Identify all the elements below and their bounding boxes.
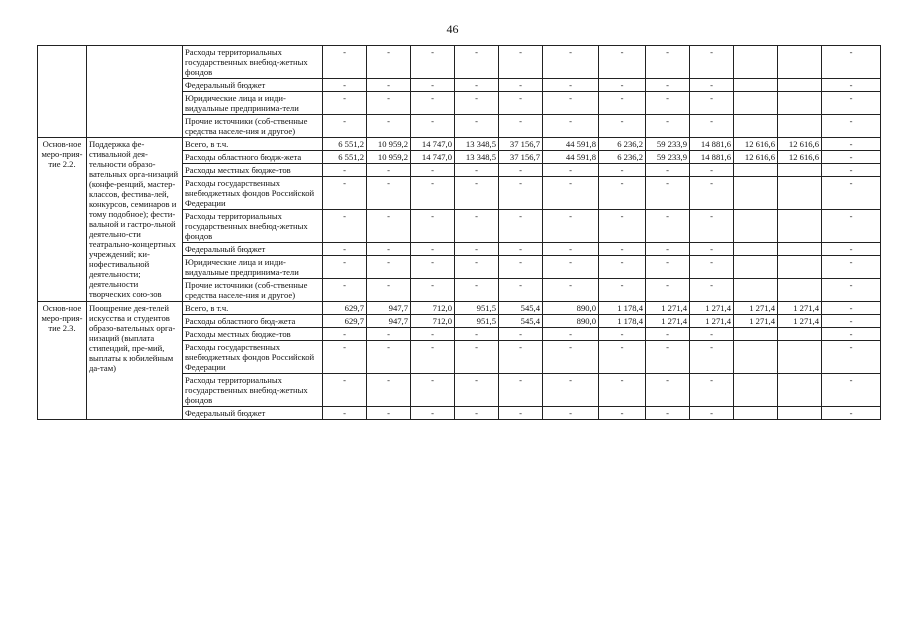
table-cell: 6 551,2 <box>323 138 367 151</box>
table-cell: Расходы территориальных государственных внебюд-жетных фондов <box>183 46 323 79</box>
table-cell: - <box>646 177 690 210</box>
table-cell: 14 747,0 <box>411 151 455 164</box>
table-cell: - <box>411 328 455 341</box>
table-cell: - <box>646 115 690 138</box>
table-cell <box>734 256 778 279</box>
table-cell: 6 551,2 <box>323 151 367 164</box>
table-cell: - <box>690 341 734 374</box>
table-cell: - <box>599 92 646 115</box>
table-cell: 37 156,7 <box>499 151 543 164</box>
table-cell: - <box>822 151 881 164</box>
table-cell: - <box>323 279 367 302</box>
table-cell: - <box>599 279 646 302</box>
table-cell: - <box>822 328 881 341</box>
table-cell: - <box>455 374 499 407</box>
table-cell: - <box>599 46 646 79</box>
table-cell: - <box>455 407 499 420</box>
table-cell: - <box>367 279 411 302</box>
table-cell: - <box>822 46 881 79</box>
table-cell: - <box>543 279 599 302</box>
table-cell: - <box>323 115 367 138</box>
table-cell: - <box>822 256 881 279</box>
table-cell: - <box>822 374 881 407</box>
table-cell: 1 271,4 <box>778 315 822 328</box>
table-row <box>38 302 881 315</box>
table-cell <box>734 328 778 341</box>
budget-table <box>37 45 881 420</box>
table-cell: - <box>690 164 734 177</box>
table-body <box>38 46 881 420</box>
table-cell: Основ-ное меро-прия-тие 2.3. <box>38 302 87 420</box>
table-cell: 947,7 <box>367 302 411 315</box>
table-cell: 1 178,4 <box>599 315 646 328</box>
table-cell: - <box>323 92 367 115</box>
table-cell: - <box>690 92 734 115</box>
table-cell: - <box>822 138 881 151</box>
table-cell: - <box>411 210 455 243</box>
table-cell <box>734 374 778 407</box>
table-cell: - <box>367 46 411 79</box>
table-cell: 1 271,4 <box>646 315 690 328</box>
table-cell: - <box>822 164 881 177</box>
table-cell: 1 271,4 <box>690 315 734 328</box>
table-cell: - <box>455 177 499 210</box>
table-cell: 12 616,6 <box>734 138 778 151</box>
table-cell: 59 233,9 <box>646 151 690 164</box>
table-cell: 1 271,4 <box>646 302 690 315</box>
table-cell: - <box>499 341 543 374</box>
table-cell: - <box>543 256 599 279</box>
table-cell: 1 271,4 <box>734 315 778 328</box>
table-cell: - <box>367 374 411 407</box>
table-cell: 12 616,6 <box>778 151 822 164</box>
table-cell <box>734 164 778 177</box>
table-cell: - <box>455 164 499 177</box>
table-cell: 1 271,4 <box>778 302 822 315</box>
table-cell: Федеральный бюджет <box>183 243 323 256</box>
table-cell: - <box>499 256 543 279</box>
table-cell: - <box>822 210 881 243</box>
table-cell <box>734 341 778 374</box>
table-cell: - <box>646 374 690 407</box>
table-cell: - <box>690 374 734 407</box>
table-cell: - <box>411 92 455 115</box>
table-cell: 951,5 <box>455 315 499 328</box>
table-cell: - <box>646 279 690 302</box>
table-cell: 712,0 <box>411 302 455 315</box>
table-cell: - <box>646 79 690 92</box>
table-row <box>38 46 881 79</box>
table-cell <box>734 279 778 302</box>
table-cell <box>778 92 822 115</box>
table-cell: - <box>323 328 367 341</box>
table-cell: Юридические лица и инди-видуальные предпринима-тели <box>183 92 323 115</box>
table-cell: - <box>455 46 499 79</box>
table-cell: - <box>646 46 690 79</box>
table-cell: 14 881,6 <box>690 138 734 151</box>
table-cell: - <box>822 79 881 92</box>
table-cell: - <box>323 341 367 374</box>
table-cell: - <box>690 243 734 256</box>
table-cell: - <box>455 92 499 115</box>
table-cell: 712,0 <box>411 315 455 328</box>
table-cell: - <box>822 243 881 256</box>
table-cell: - <box>499 279 543 302</box>
table-cell: - <box>455 279 499 302</box>
table-cell: - <box>543 328 599 341</box>
table-cell: - <box>646 164 690 177</box>
table-cell <box>778 243 822 256</box>
table-cell: 44 591,8 <box>543 138 599 151</box>
table-cell <box>778 279 822 302</box>
table-cell: Всего, в т.ч. <box>183 138 323 151</box>
table-cell: - <box>599 341 646 374</box>
table-cell: 545,4 <box>499 315 543 328</box>
table-row <box>38 138 881 151</box>
table-cell: 12 616,6 <box>734 151 778 164</box>
table-cell: - <box>822 315 881 328</box>
table-cell: - <box>599 256 646 279</box>
table-cell: 14 881,6 <box>690 151 734 164</box>
table-cell: - <box>323 407 367 420</box>
table-cell <box>38 46 87 138</box>
table-cell: - <box>367 407 411 420</box>
table-cell: - <box>411 164 455 177</box>
table-cell: - <box>646 328 690 341</box>
table-cell: - <box>411 46 455 79</box>
table-cell: 44 591,8 <box>543 151 599 164</box>
table-cell: - <box>367 164 411 177</box>
page-number: 46 <box>446 22 459 36</box>
table-cell: - <box>646 210 690 243</box>
table-cell: - <box>822 341 881 374</box>
table-cell: 59 233,9 <box>646 138 690 151</box>
table-cell: - <box>411 374 455 407</box>
table-cell: - <box>455 210 499 243</box>
table-cell: 37 156,7 <box>499 138 543 151</box>
table-cell: - <box>646 243 690 256</box>
table-cell: - <box>543 341 599 374</box>
table-cell: - <box>690 177 734 210</box>
table-cell: 12 616,6 <box>778 138 822 151</box>
table-cell: - <box>690 328 734 341</box>
table-cell <box>778 164 822 177</box>
table-cell: - <box>822 115 881 138</box>
table-cell: - <box>323 177 367 210</box>
table-cell: - <box>599 374 646 407</box>
table-cell <box>734 46 778 79</box>
table-cell: - <box>690 46 734 79</box>
table-cell: Юридические лица и инди-видуальные предпринима-тели <box>183 256 323 279</box>
table-cell: - <box>499 46 543 79</box>
table-cell: Основ-ное меро-прия-тие 2.2. <box>38 138 87 302</box>
table-cell: - <box>367 256 411 279</box>
table-cell: 1 271,4 <box>734 302 778 315</box>
table-cell <box>778 407 822 420</box>
table-cell: - <box>499 164 543 177</box>
table-cell <box>778 46 822 79</box>
table-cell: - <box>599 243 646 256</box>
table-cell: - <box>323 243 367 256</box>
table-cell: - <box>323 374 367 407</box>
table-cell: 1 271,4 <box>690 302 734 315</box>
table-cell: Расходы территориальных государственных внебюд-жетных фондов <box>183 374 323 407</box>
table-cell <box>778 115 822 138</box>
table-cell: - <box>646 256 690 279</box>
table-cell: 1 178,4 <box>599 302 646 315</box>
table-cell: Расходы государственных внебюджетных фондов Российской Федерации <box>183 177 323 210</box>
table-cell <box>778 374 822 407</box>
table-cell <box>734 243 778 256</box>
table-cell: - <box>367 328 411 341</box>
table-cell: - <box>455 328 499 341</box>
table-cell: Федеральный бюджет <box>183 79 323 92</box>
table-cell: - <box>599 79 646 92</box>
table-cell: 13 348,5 <box>455 151 499 164</box>
table-cell: Прочие источники (соб-ственные средства населе-ния и другое) <box>183 115 323 138</box>
table-cell: - <box>822 92 881 115</box>
table-cell: Поощрение дея-телей искусства и студентов образо-вательных орга-низаций (выплата стипендий, пре-мий, выплаты к юбилейным да-там) <box>87 302 183 420</box>
table-cell: - <box>323 79 367 92</box>
table-cell <box>734 177 778 210</box>
table-cell: - <box>646 407 690 420</box>
table-cell <box>778 341 822 374</box>
table-cell: - <box>367 210 411 243</box>
table-cell: 6 236,2 <box>599 151 646 164</box>
table-cell: - <box>543 115 599 138</box>
table-cell: - <box>455 243 499 256</box>
table-cell: 951,5 <box>455 302 499 315</box>
table-cell: - <box>367 115 411 138</box>
table-cell <box>734 79 778 92</box>
table-cell: - <box>411 279 455 302</box>
table-cell: Расходы областного бюдж-жета <box>183 151 323 164</box>
table-cell: - <box>646 92 690 115</box>
table-cell <box>778 256 822 279</box>
table-cell: - <box>822 279 881 302</box>
table-cell: 6 236,2 <box>599 138 646 151</box>
table-cell: Прочие источники (соб-ственные средства населе-ния и другое) <box>183 279 323 302</box>
table-cell: - <box>690 407 734 420</box>
table-cell: Расходы областного бюд-жета <box>183 315 323 328</box>
table-cell: - <box>411 115 455 138</box>
table-cell: - <box>599 164 646 177</box>
table-cell: Расходы местных бюдже-тов <box>183 328 323 341</box>
table-cell <box>778 79 822 92</box>
table-cell: - <box>455 79 499 92</box>
table-cell: - <box>499 177 543 210</box>
table-cell: - <box>543 243 599 256</box>
table-cell: - <box>411 341 455 374</box>
table-cell: - <box>499 92 543 115</box>
table-cell: Расходы местных бюдже-тов <box>183 164 323 177</box>
table-cell: - <box>690 210 734 243</box>
table-cell: - <box>411 79 455 92</box>
table-cell: - <box>690 115 734 138</box>
table-cell: - <box>646 341 690 374</box>
table-cell: - <box>822 302 881 315</box>
table-cell: - <box>499 243 543 256</box>
table-cell: - <box>543 374 599 407</box>
table-cell: - <box>323 46 367 79</box>
table-cell <box>778 210 822 243</box>
table-cell: - <box>411 256 455 279</box>
table-cell: - <box>499 210 543 243</box>
table-cell: Расходы государственных внебюджетных фондов Российской Федерации <box>183 341 323 374</box>
table-cell: Расходы территориальных государственных внебюд-жетных фондов <box>183 210 323 243</box>
table-cell: - <box>499 374 543 407</box>
table-cell <box>734 407 778 420</box>
table-cell: - <box>543 92 599 115</box>
table-cell: - <box>499 79 543 92</box>
table-cell: 629,7 <box>323 302 367 315</box>
table-cell <box>734 210 778 243</box>
table-cell <box>778 328 822 341</box>
table-cell: 890,0 <box>543 302 599 315</box>
table-cell: - <box>690 79 734 92</box>
table-cell: - <box>323 256 367 279</box>
table-cell: - <box>367 79 411 92</box>
table-cell: - <box>367 177 411 210</box>
table-cell <box>778 177 822 210</box>
table-cell: - <box>367 341 411 374</box>
table-cell: - <box>499 407 543 420</box>
table-cell: 10 959,2 <box>367 138 411 151</box>
table-cell: - <box>411 243 455 256</box>
table-cell: - <box>323 164 367 177</box>
table-cell: 10 959,2 <box>367 151 411 164</box>
table-cell: - <box>599 407 646 420</box>
table-cell <box>87 46 183 138</box>
table-cell: - <box>543 46 599 79</box>
table-cell: - <box>455 256 499 279</box>
table-cell: - <box>599 328 646 341</box>
table-cell: - <box>690 279 734 302</box>
table-cell: 545,4 <box>499 302 543 315</box>
table-cell: 947,7 <box>367 315 411 328</box>
table-cell: - <box>822 407 881 420</box>
table-cell: - <box>367 92 411 115</box>
table-cell: 629,7 <box>323 315 367 328</box>
table-cell: - <box>599 177 646 210</box>
table-cell <box>734 92 778 115</box>
table-cell: - <box>543 164 599 177</box>
table-cell: Федеральный бюджет <box>183 407 323 420</box>
table-cell: - <box>455 341 499 374</box>
table-cell: 14 747,0 <box>411 138 455 151</box>
table-cell: 890,0 <box>543 315 599 328</box>
table-cell: - <box>543 210 599 243</box>
table-cell: - <box>499 328 543 341</box>
table-cell: - <box>455 115 499 138</box>
table-cell: - <box>690 256 734 279</box>
table-cell: - <box>543 407 599 420</box>
table-cell: - <box>411 407 455 420</box>
table-cell: - <box>499 115 543 138</box>
table-cell: - <box>599 115 646 138</box>
table-cell: - <box>323 210 367 243</box>
table-cell: - <box>543 177 599 210</box>
table-cell: - <box>822 177 881 210</box>
table-cell: Всего, в т.ч. <box>183 302 323 315</box>
table-cell: Поддержка фе-стивальной дея-тельности образо-вательных орга-низаций (конфе-ренций, мастер-классов, фестива-лей, конкурсов, семинаров и тому подобное); фести-вальной и гастро-льной деятельно-сти театрально-концертных учреждений; ки-нофестивальной деятельности; деятельности творческих сою-зов <box>87 138 183 302</box>
table-cell: - <box>367 243 411 256</box>
table-cell: - <box>543 79 599 92</box>
table-cell <box>734 115 778 138</box>
table-cell: 13 348,5 <box>455 138 499 151</box>
table-cell: - <box>599 210 646 243</box>
table-cell: - <box>411 177 455 210</box>
